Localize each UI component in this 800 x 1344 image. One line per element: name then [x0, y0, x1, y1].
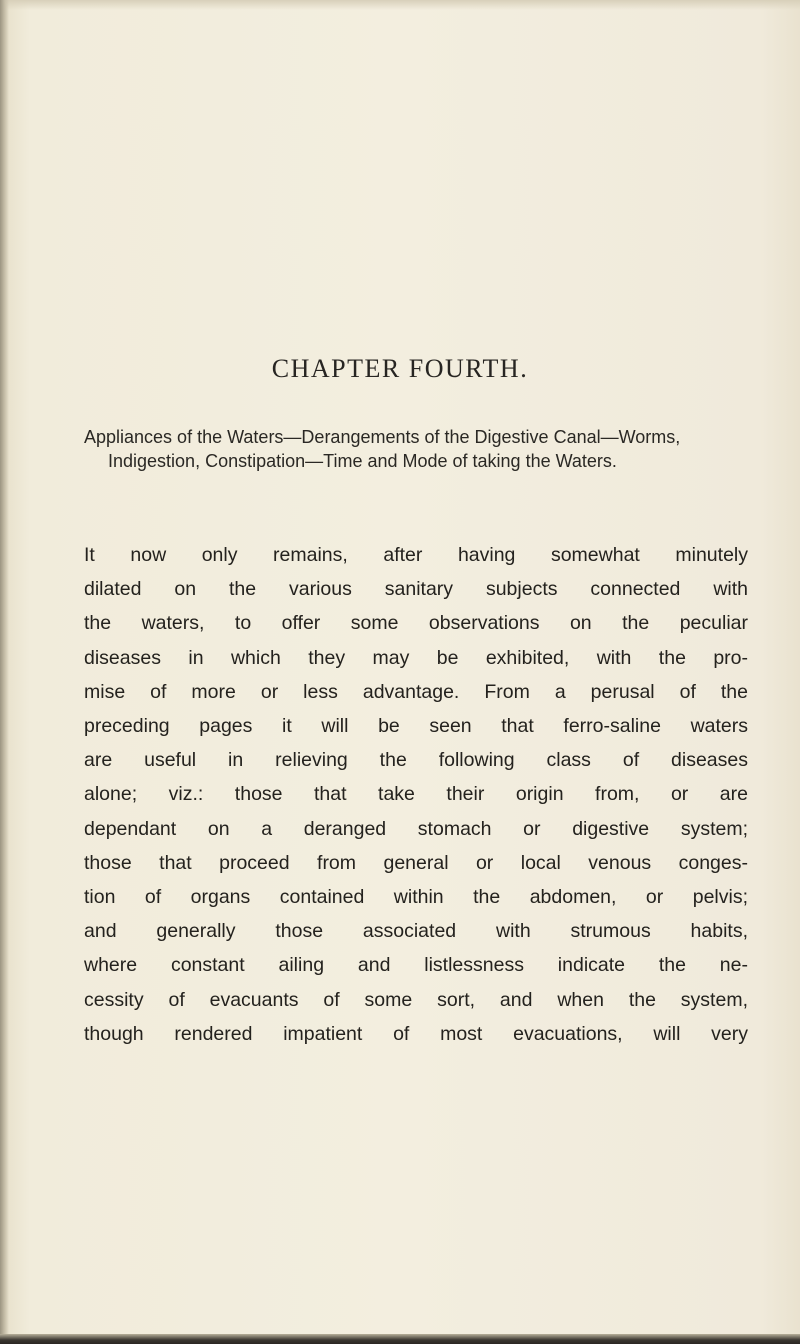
page-binding-edge [0, 0, 9, 1344]
page-bottom-edge [0, 1334, 800, 1344]
body-paragraph [84, 538, 748, 1051]
text-line: preceding pages it will be seen that ferro-saline waters [84, 715, 748, 738]
text-line: mise of more or less advantage. From a perusal of the [84, 680, 748, 703]
text-line: It now only remains, after having somewhat minutely [84, 544, 748, 566]
text-line: where constant ailing and listlessness indicate the ne- [84, 954, 748, 977]
page-top-shade [0, 0, 800, 10]
text-line: though rendered impatient of most evacuations, will very [84, 1022, 748, 1045]
text-line: cessity of evacuants of some sort, and when the system, [84, 988, 748, 1011]
text-line: and generally those associated with strumous habits, [84, 920, 748, 943]
show-through-bleed [150, 120, 790, 350]
text-line: alone; viz.: those that take their origin from, or are [84, 783, 748, 806]
text-line: the waters, to offer some observations on the peculiar [84, 612, 748, 635]
chapter-synopsis: Appliances of the Waters—Derangements of the Digestive Canal—Worms, Indigestion, Constipation—Time and Mode of taking the Waters. [84, 427, 681, 471]
text-line: are useful in relieving the following class of diseases [84, 749, 748, 772]
text-line: those that proceed from general or local venous conges- [84, 851, 748, 874]
text-line: diseases in which they may be exhibited, with the pro- [84, 646, 748, 669]
text-line: tion of organs contained within the abdomen, or pelvis; [84, 886, 748, 909]
text-line: dependant on a deranged stomach or digestive system; [84, 817, 748, 840]
chapter-title: CHAPTER FOURTH. [271, 354, 529, 383]
text-line: dilated on the various sanitary subjects connected with [84, 578, 748, 601]
